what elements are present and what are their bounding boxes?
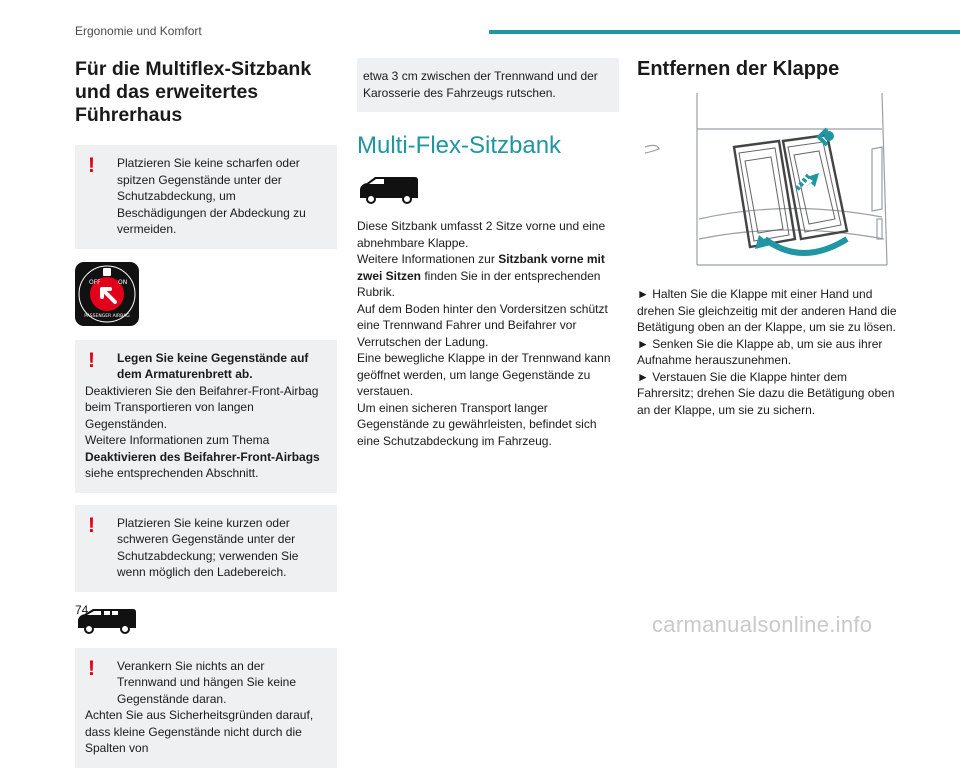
van-icon bbox=[357, 174, 421, 206]
flap-removal-illustration bbox=[637, 89, 899, 269]
warning-box-2 bbox=[75, 340, 337, 493]
warning-text-ref: Weitere Informationen zum Thema Deaktivieren des Beifahrer-Front-Airbags siehe entsprechenden Abschnitt. bbox=[85, 433, 320, 480]
warning-box-continued bbox=[357, 58, 619, 112]
page-number: 74 bbox=[75, 603, 89, 617]
paragraph: Eine bewegliche Klappe in der Trennwand kann geöffnet werden, um lange Gegenstände zu verstauen. bbox=[357, 351, 611, 398]
warning-text: Platzieren Sie keine kurzen oder schweren Gegenstände unter der Schutzabdeckung; verwenden Sie wenn möglich den Ladebereich. bbox=[117, 515, 299, 579]
warning-icon: ! bbox=[88, 348, 95, 372]
heading-multi-flex-sitzbank: Multi-Flex-Sitzbank bbox=[357, 132, 562, 159]
warning-text: Platzieren Sie keine scharfen oder spitzen Gegenstände unter der Schutzabdeckung, um Beschädigungen der Abdeckung zu vermeiden. bbox=[117, 156, 306, 236]
warning-text: etwa 3 cm zwischen der Trennwand und der Karosserie des Fahrzeugs rutschen. bbox=[363, 69, 598, 100]
heading-entfernen-klappe: Entfernen der Klappe bbox=[637, 58, 840, 80]
body-text bbox=[357, 218, 619, 449]
bullet-icon: ► bbox=[637, 336, 649, 351]
instructions bbox=[637, 286, 899, 418]
warning-icon: ! bbox=[88, 513, 95, 537]
paragraph: Um einen sicheren Transport langer Gegenstände zu gewährleisten, befindet sich eine Schutzabdeckung im Fahrzeug. bbox=[357, 400, 597, 448]
warning-box-1 bbox=[75, 145, 337, 249]
warning-bold-text: Legen Sie keine Gegenstände auf dem Armaturenbrett ab. bbox=[117, 350, 309, 381]
column-right bbox=[637, 58, 899, 418]
step-2: ► Senken Sie die Klappe ab, um sie aus ihrer Aufnahme herauszunehmen. bbox=[637, 336, 883, 367]
heading-multiflex: Für die Multiflex-Sitzbank und das erweitertes Führerhaus bbox=[75, 58, 312, 126]
step-3: ► Verstauen Sie die Klappe hinter dem Fahrersitz; drehen Sie dazu die Betätigung oben an der Klappe, um sie zu sichern. bbox=[637, 369, 895, 417]
step-1: ► Halten Sie die Klappe mit einer Hand und drehen Sie gleichzeitig mit der anderen Hand die Betätigung oben an der Klappe, um sie zu lösen. bbox=[637, 287, 897, 334]
watermark: carmanualsonline.info bbox=[652, 612, 873, 637]
warning-text: Achten Sie aus Sicherheitsgründen darauf, dass kleine Gegenstände nicht durch die Spalten von bbox=[85, 708, 314, 755]
airbag-ring-label: PASSENGER AIRBAG bbox=[84, 313, 130, 319]
paragraph: Diese Sitzbank umfasst 2 Sitze vorne und eine abnehmbare Klappe. bbox=[357, 219, 606, 250]
warning-icon: ! bbox=[88, 154, 95, 177]
bullet-icon: ► bbox=[637, 369, 649, 384]
passenger-airbag-off-icon bbox=[75, 262, 139, 326]
bullet-icon: ► bbox=[637, 287, 649, 301]
paragraph-ref: Weitere Informationen zur Sitzbank vorne mit zwei Sitzen finden Sie in der entsprechenden Rubrik. bbox=[357, 252, 605, 299]
column-middle bbox=[357, 58, 619, 449]
paragraph: Auf dem Boden hinter den Vordersitzen schützt eine Trennwand Fahrer und Beifahrer vor Verrutschen der Ladung. bbox=[357, 301, 608, 349]
header-accent-bar bbox=[489, 30, 960, 34]
column-left bbox=[75, 58, 337, 768]
warning-text: Verankern Sie nichts an der Trennwand und hängen Sie keine Gegenstände daran. bbox=[117, 658, 297, 706]
airbag-off-label: OFF bbox=[89, 278, 101, 286]
airbag-on-label: ON bbox=[118, 278, 128, 286]
warning-box-4 bbox=[75, 648, 337, 768]
warning-box-3 bbox=[75, 505, 337, 592]
warning-icon: ! bbox=[88, 656, 95, 680]
header-section-title: Ergonomie und Komfort bbox=[75, 24, 202, 38]
warning-text: Deaktivieren Sie den Beifahrer-Front-Airbag beim Transportieren von langen Gegenständen. bbox=[85, 383, 319, 431]
